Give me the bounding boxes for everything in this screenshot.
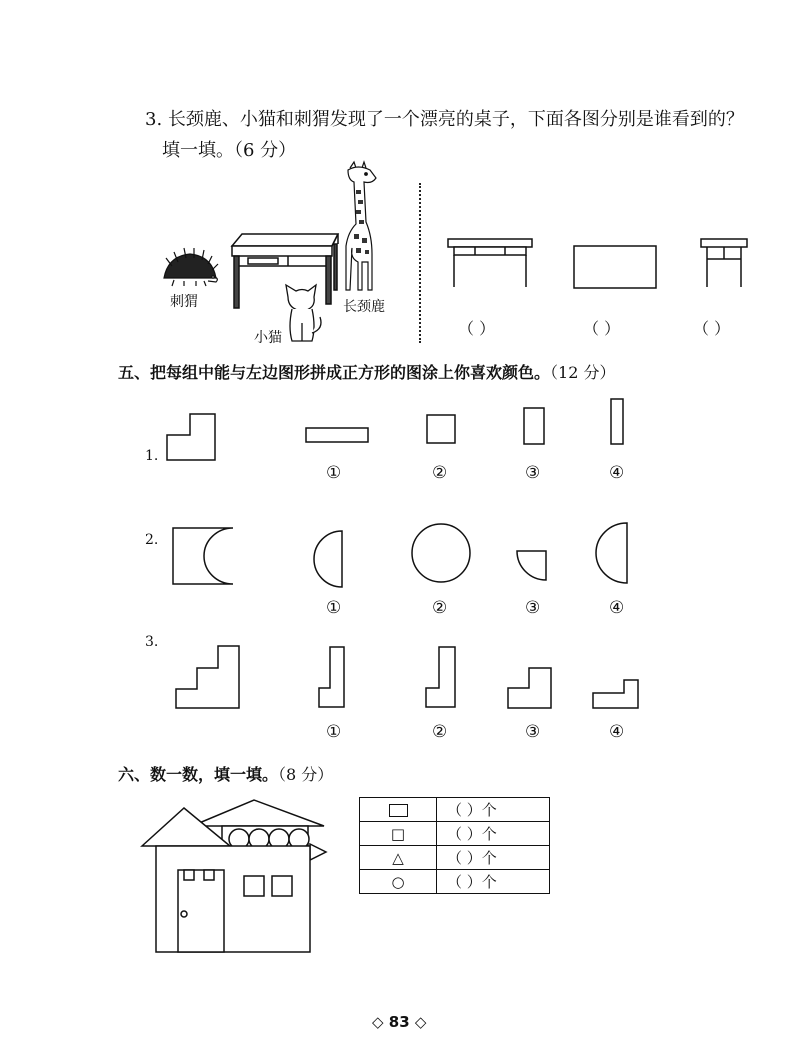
group-2-option-2-shape[interactable] xyxy=(410,522,472,584)
section-5-title-text: 五、把每组中能与左边图形拼成正方形的图涂上你喜欢颜色。 xyxy=(118,363,551,382)
group-3-label-2: ② xyxy=(432,722,448,742)
group-2-option-4-shape[interactable] xyxy=(595,522,629,584)
group-3-option-1-shape[interactable] xyxy=(318,646,346,708)
square-icon: □ xyxy=(360,822,437,846)
group-3-label-3: ③ xyxy=(525,722,541,742)
table-row xyxy=(360,798,550,822)
table-row xyxy=(360,846,550,870)
desk-front-view xyxy=(447,238,533,288)
question-3-text: 3. 长颈鹿、小猫和刺猬发现了一个漂亮的桌子，下面各图分别是谁看到的？ xyxy=(145,109,744,130)
hedgehog-illustration xyxy=(160,248,220,288)
group-3-label-1: ① xyxy=(326,722,342,742)
table-row xyxy=(360,822,550,846)
group-1-number: 1. xyxy=(145,448,159,464)
giraffe-label: 长颈鹿 xyxy=(343,299,385,315)
section-5-points: （12 分） xyxy=(550,363,616,382)
group-2-label-2: ② xyxy=(432,598,448,618)
triangle-count-answer[interactable]: （ ）个 xyxy=(437,846,550,870)
section-5-title xyxy=(118,360,615,383)
section-6-title xyxy=(118,762,333,785)
group-3-option-2-shape[interactable] xyxy=(425,646,457,708)
answer-blank-3[interactable]: （ ） xyxy=(693,319,731,338)
desk-side-view xyxy=(700,238,748,288)
section-6-title-text: 六、数一数，填一填。 xyxy=(118,765,279,784)
answer-blank-2[interactable]: （ ） xyxy=(583,319,621,338)
rectangle-count-answer[interactable]: （ ）个 xyxy=(437,798,550,822)
section-6-points: （8 分） xyxy=(278,765,334,784)
cat-illustration xyxy=(282,283,326,347)
answer-blank-1[interactable]: （ ） xyxy=(458,319,496,338)
page-number: ◇ 83 ◇ xyxy=(372,1013,427,1031)
circle-count-answer[interactable]: （ ）个 xyxy=(437,870,550,894)
group-3-label-4: ④ xyxy=(609,722,625,742)
group-1-label-3: ③ xyxy=(525,463,541,483)
group-2-label-4: ④ xyxy=(609,598,625,618)
group-2-option-3-shape[interactable] xyxy=(516,550,548,582)
hedgehog-label: 刺猬 xyxy=(170,294,198,310)
group-1-label-4: ④ xyxy=(609,463,625,483)
group-1-option-1-shape[interactable] xyxy=(305,427,369,443)
group-2-label-3: ③ xyxy=(525,598,541,618)
group-1-label-2: ② xyxy=(432,463,448,483)
question-3-subtext: 填一填。（6 分） xyxy=(162,140,297,161)
group-2-option-1-shape[interactable] xyxy=(320,530,344,588)
table-row xyxy=(360,870,550,894)
group-2-notched-square xyxy=(172,527,234,585)
cat-label: 小猫 xyxy=(254,330,282,346)
house-figure xyxy=(140,798,330,954)
counting-table xyxy=(359,797,550,894)
group-3-option-4-shape[interactable] xyxy=(592,679,640,709)
group-2-number: 2. xyxy=(145,532,159,548)
circle-icon: ○ xyxy=(360,870,437,894)
group-1-option-2-shape[interactable] xyxy=(426,414,456,444)
desk-top-view xyxy=(573,245,657,289)
group-1-option-4-shape[interactable] xyxy=(610,398,624,445)
dotted-divider xyxy=(419,183,421,343)
triangle-icon: △ xyxy=(360,846,437,870)
group-3-staircase-shape xyxy=(175,645,241,709)
group-3-option-3-shape[interactable] xyxy=(507,667,553,709)
group-3-number: 3. xyxy=(145,634,159,650)
group-2-label-1: ① xyxy=(326,598,342,618)
group-1-label-1: ① xyxy=(326,463,342,483)
giraffe-illustration xyxy=(342,162,384,294)
rectangle-icon xyxy=(360,798,437,822)
group-1-l-shape xyxy=(166,413,216,461)
square-count-answer[interactable]: （ ）个 xyxy=(437,822,550,846)
group-1-option-3-shape[interactable] xyxy=(523,407,545,445)
